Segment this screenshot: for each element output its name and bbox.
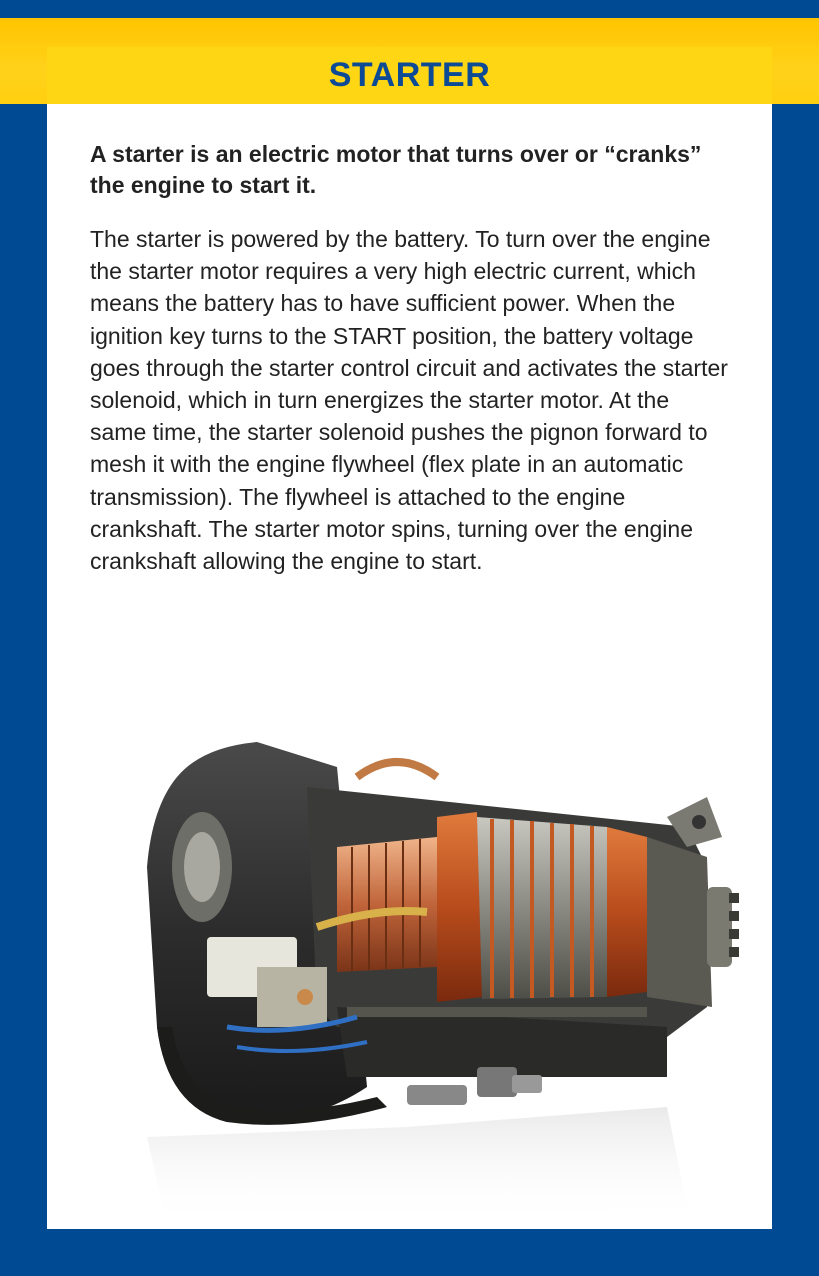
page-title: STARTER xyxy=(328,56,491,94)
starter-motor-image xyxy=(107,707,747,1227)
title-bar xyxy=(47,47,772,104)
body-paragraph: The starter is powered by the battery. To turn over the engine the starter motor requires a very high electric current, which means the battery has to have sufficient power. When the ignition key turns to the START position, the battery voltage goes through the starter control circuit and activates the starter solenoid, which in turn energizes the starter motor. At the same time, the starter solenoid pushes the pignon forward to mesh it with the engine flywheel (flex plate in an automatic transmission). The flywheel is attached to the engine crankshaft. The starter motor spins, turning over the engine crankshaft allowing the engine to start. xyxy=(90,226,728,575)
lead-paragraph: A starter is an electric motor that turns over or “cranks” the engine to start it. xyxy=(90,141,702,198)
content-card xyxy=(47,47,772,1229)
